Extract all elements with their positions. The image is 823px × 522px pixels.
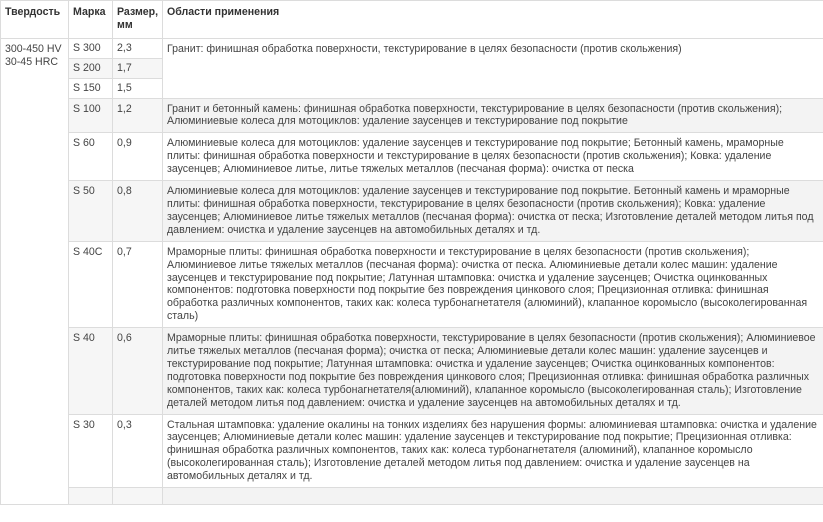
size-cell: 0,6 (113, 328, 163, 414)
hardness-cell (1, 38, 69, 504)
grade-cell: S 200 (69, 58, 113, 78)
size-cell: 0,7 (113, 241, 163, 327)
size-cell: 0,8 (113, 181, 163, 242)
table-header-row (1, 1, 823, 39)
table-row (1, 241, 823, 327)
size-cell: 1,7 (113, 58, 163, 78)
size-cell (113, 488, 163, 505)
table-row (1, 98, 823, 133)
grade-cell: S 50 (69, 181, 113, 242)
applications-cell: Гранит: финишная обработка поверхности, текстурирование в целях безопасности (против скольжения) (163, 38, 823, 98)
table-row (1, 181, 823, 242)
grade-cell: S 300 (69, 38, 113, 58)
header-hardness: Твердость (1, 1, 69, 39)
table-row (1, 38, 823, 58)
grade-cell: S 40C (69, 241, 113, 327)
applications-cell (163, 488, 823, 505)
grade-cell (69, 488, 113, 505)
applications-cell: Мраморные плиты: финишная обработка поверхности, текстурирование в целях безопасности (против скольжения); Алюминиевое литье тяжелых металлов (песчаная форма); очистка от песка; Алюминиевые детали колес машин: удаление заусенцев и текстурирование под покрытие; Латунная штамповка: очистка и удаление заусенцев; Очистка оцинкованных компонентов: подготовка поверхности под покрытие без повреждения цинкового слоя; Прецизионная отливка: финишная обработка различных компонентов, таких как: колеса турбонагнетателя(алюминий), клапанное коромысло (высоколегированная сталь); Изготовление деталей методом литья под давлением: очистка и удаление заусенцев на автомобильных деталях и тд. (163, 328, 823, 414)
hardness-hv: 300-450 HV (5, 42, 62, 55)
header-grade: Марка (69, 1, 113, 39)
grade-cell: S 100 (69, 98, 113, 133)
size-cell: 0,9 (113, 133, 163, 181)
table-row (1, 328, 823, 414)
applications-cell: Стальная штамповка: удаление окалины на тонких изделиях без нарушения формы: алюминиевая штамповка: очистка и удаление заусенцев; Алюминиевые детали колес машин: удаление заусенцев и текстурирование под покрытие; Прецизионная отливка: финишная обработка различных компонентов, таких как: колеса турбонагнетателя (алюминий), клапанное коромысло (высоколегированная сталь); Изготовление деталей методом литья под давлением: очистка и удаление заусенцев на автомобильных деталях и тд. (163, 414, 823, 488)
size-cell: 2,3 (113, 38, 163, 58)
grade-cell: S 30 (69, 414, 113, 488)
table-row (1, 133, 823, 181)
size-cell: 0,3 (113, 414, 163, 488)
grade-cell: S 40 (69, 328, 113, 414)
applications-cell: Алюминиевые колеса для мотоциклов: удаление заусенцев и текстурирование под покрытие; Бетонный камень, мраморные плиты: финишная обработка поверхности и текстурирование в целях безопасности (против скольжения); Ковка: удаление заусенцев; Алюминиевое литье, литье тяжелых металлов (песчаная форма): очистка от песка (163, 133, 823, 181)
header-size: Размер, мм (113, 1, 163, 39)
grade-cell: S 60 (69, 133, 113, 181)
table-row (1, 414, 823, 488)
table-row (1, 488, 823, 505)
size-cell: 1,2 (113, 98, 163, 133)
size-cell: 1,5 (113, 78, 163, 98)
grade-cell: S 150 (69, 78, 113, 98)
hardness-hrc: 30-45 HRC (5, 55, 58, 68)
applications-cell: Мраморные плиты: финишная обработка поверхности и текстурирование в целях безопасности (против скольжения); Алюминиевое литье тяжелых металлов (песчаная форма): очистка от песка. Алюминиевые детали колес машин: удаление заусенцев и текстурирование под покрытие; Латунная штамповка: очистка и удаление заусенцев; Очистка оцинкованных компонентов: подготовка поверхности под покрытие без повреждения цинкового слоя; Прецизионная отливка: финишная обработка различных компонентов, таких как: колеса турбонагнетателя (алюминий), клапанное коромысло (высоколегированная сталь) (163, 241, 823, 327)
applications-cell: Гранит и бетонный камень: финишная обработка поверхности, текстурирование в целях безопасности (против скольжения); Алюминиевые колеса для мотоциклов: удаление заусенцев и текстурирование под покрытие (163, 98, 823, 133)
header-applications: Области применения (163, 1, 823, 39)
applications-cell: Алюминиевые колеса для мотоциклов: удаление заусенцев и текстурирование под покрытие. Бетонный камень и мраморные плиты: финишная обработка поверхности, текстурирование в целях безопасности (против скольжения); Ковка: удаление заусенцев; Алюминиевое литье тяжелых металлов (песчаная форма): очистка от песка; Изготовление деталей методом литья под давлением: очистка и удаление заусенцев на автомобильных деталях и тд. (163, 181, 823, 242)
